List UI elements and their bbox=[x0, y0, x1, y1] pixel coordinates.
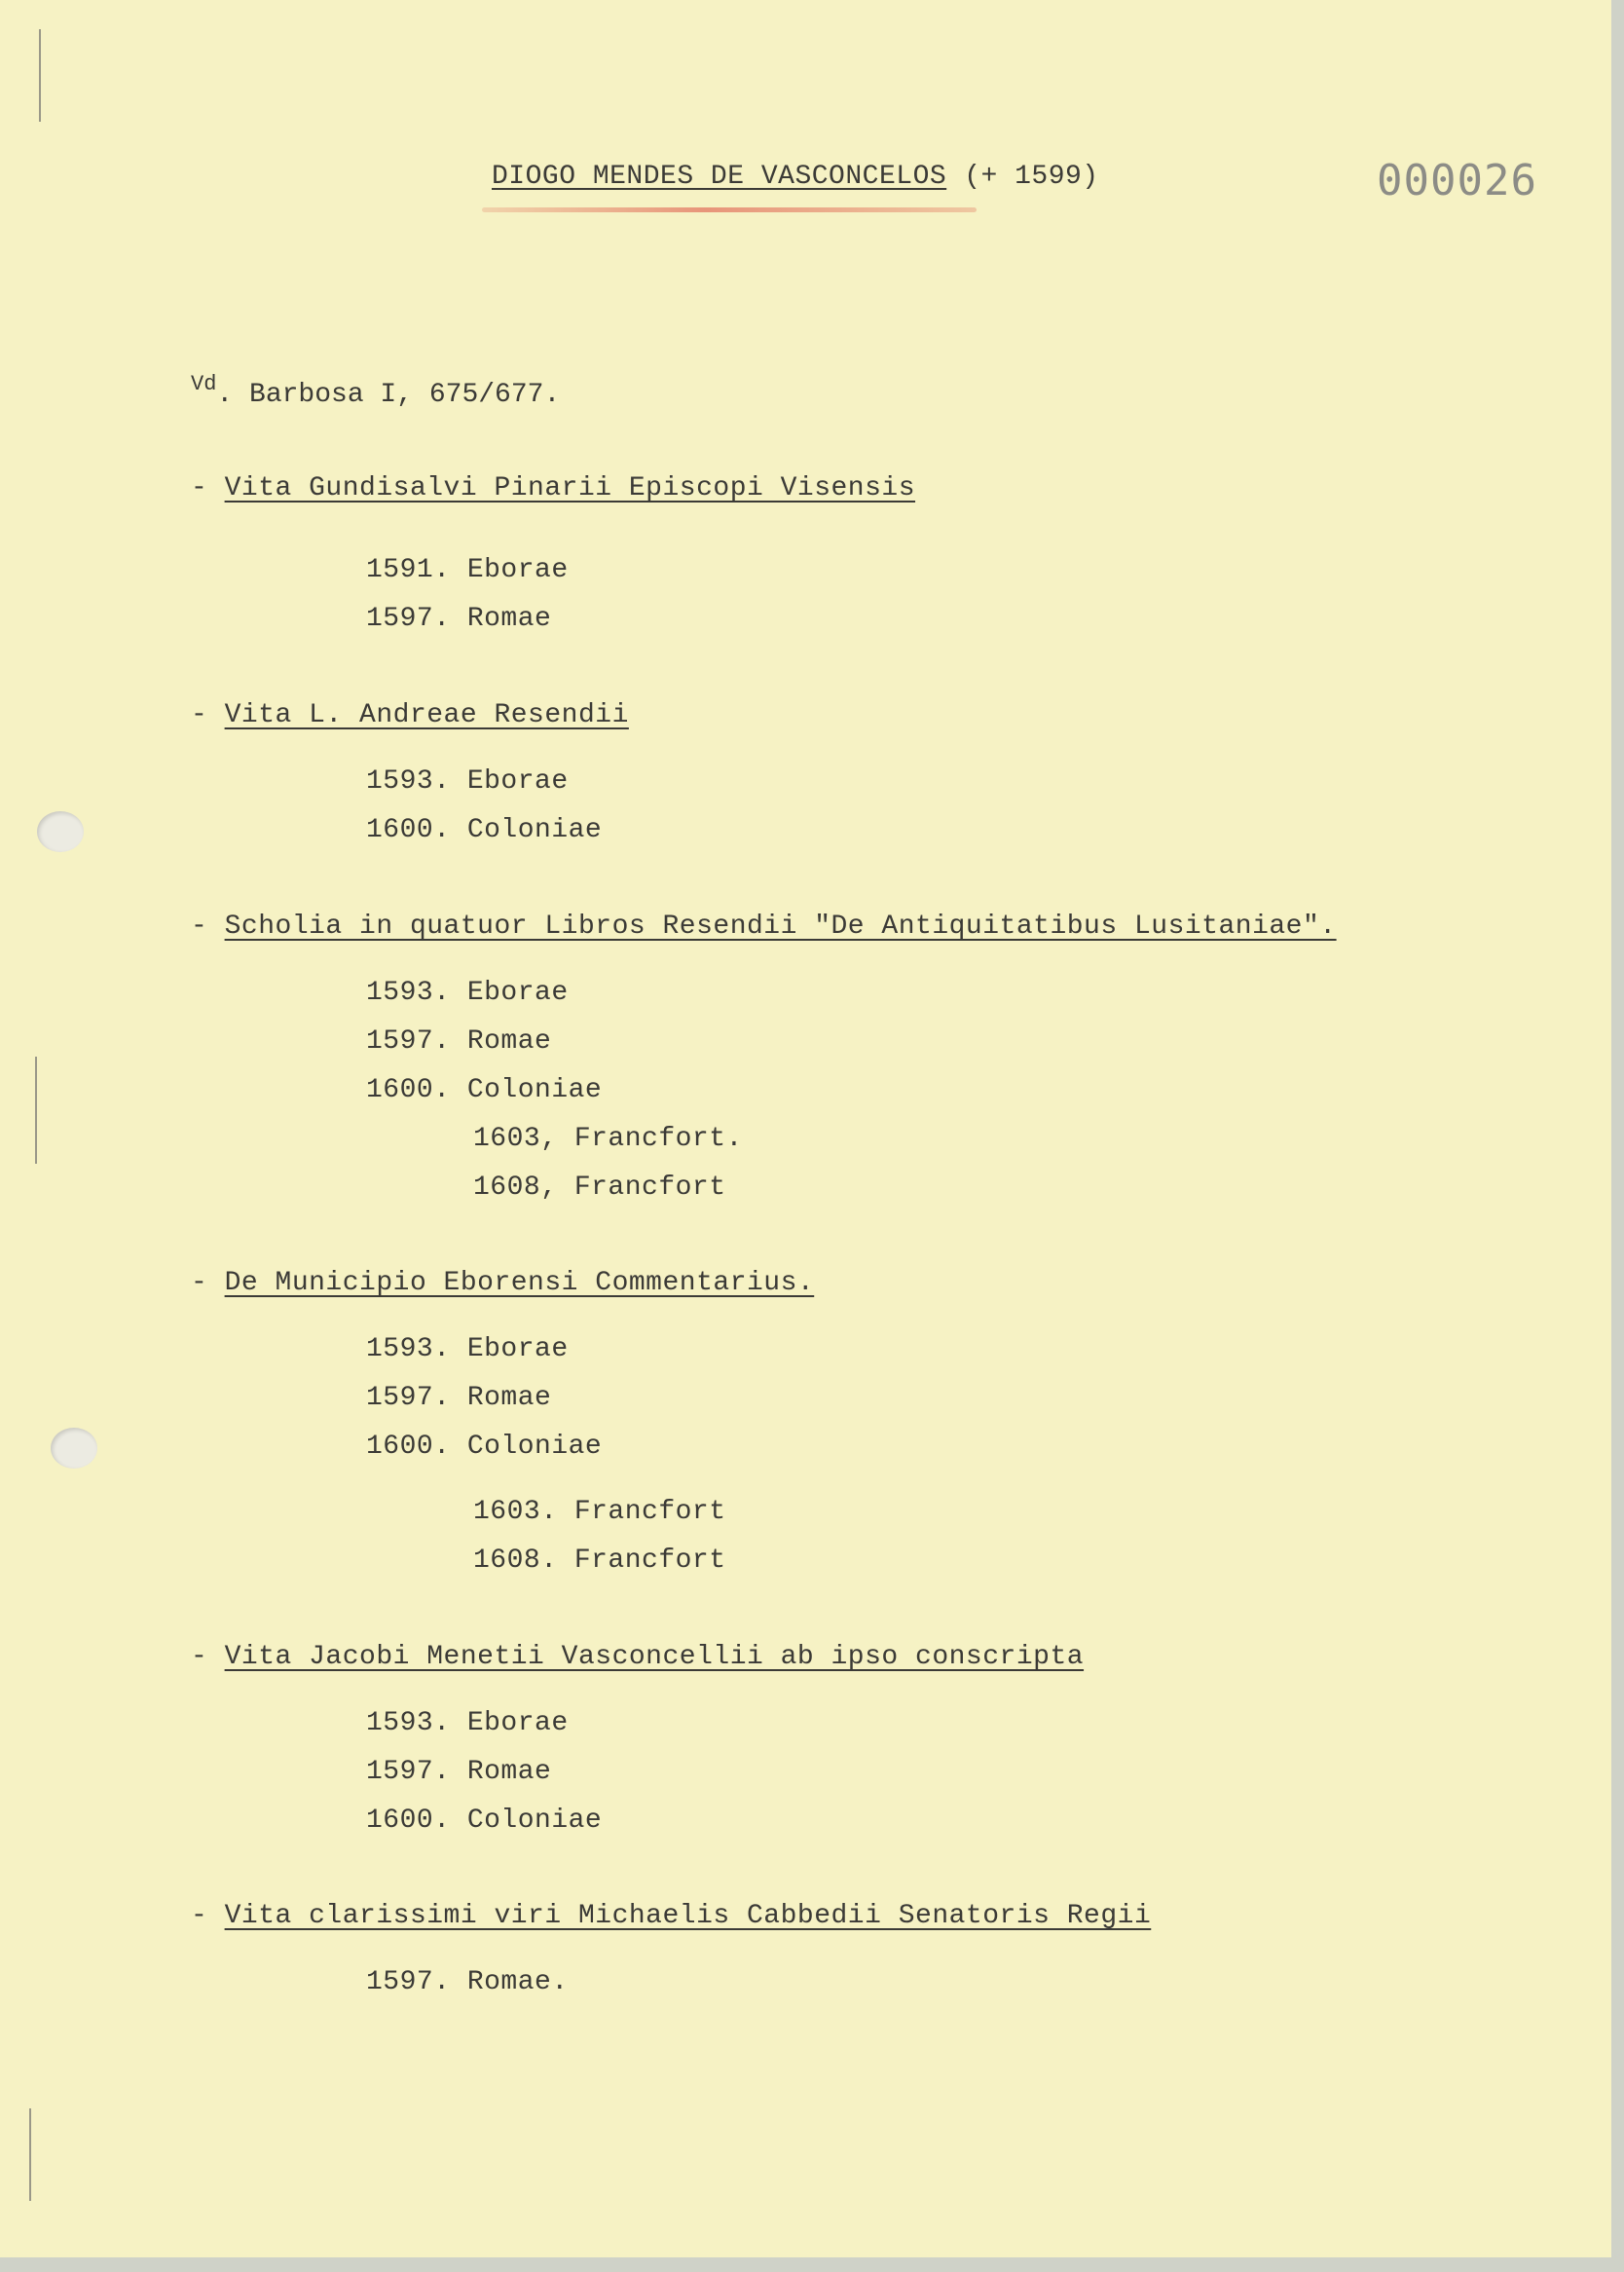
red-underline-mark bbox=[482, 207, 977, 212]
edition-line: 1593. Eborae bbox=[366, 978, 569, 1008]
edition-line: 1597. Romae bbox=[366, 1757, 552, 1787]
author-name: DIOGO MENDES DE VASCONCELOS bbox=[492, 162, 947, 192]
work-title: - Vita L. Andreae Resendii bbox=[191, 700, 629, 730]
edition-line: 1600. Coloniae bbox=[366, 815, 603, 845]
reference-prefix: Vd bbox=[191, 372, 217, 396]
edition-line: 1597. Romae. bbox=[366, 1967, 569, 1997]
edition-line: 1608. Francfort bbox=[473, 1546, 726, 1576]
edition-line: 1603. Francfort bbox=[473, 1497, 726, 1527]
edition-line: 1597. Romae bbox=[366, 1383, 552, 1413]
edition-line: 1600. Coloniae bbox=[366, 1806, 603, 1836]
work-title: - Scholia in quatuor Libros Resendii "De Antiquitatibus Lusitaniae". bbox=[191, 912, 1337, 942]
edition-line: 1593. Eborae bbox=[366, 1334, 569, 1364]
margin-mark bbox=[35, 1057, 37, 1164]
punch-hole bbox=[51, 1428, 97, 1469]
reference-text: . Barbosa I, 675/677. bbox=[216, 380, 561, 410]
edition-line: 1603, Francfort. bbox=[473, 1124, 743, 1154]
margin-mark bbox=[29, 2108, 31, 2201]
punch-hole bbox=[37, 811, 84, 852]
page-title bbox=[492, 162, 1099, 192]
edition-line: 1593. Eborae bbox=[366, 1708, 569, 1738]
edition-line: 1597. Romae bbox=[366, 604, 552, 634]
edition-line: 1600. Coloniae bbox=[366, 1075, 603, 1105]
edition-line: 1600. Coloniae bbox=[366, 1432, 603, 1462]
work-title: - Vita clarissimi viri Michaelis Cabbedii Senatoris Regii bbox=[191, 1901, 1152, 1931]
edition-line: 1591. Eborae bbox=[366, 555, 569, 585]
page-number-stamp: 000026 bbox=[1377, 156, 1537, 205]
author-dates: (+ 1599) bbox=[964, 162, 1099, 192]
edition-line: 1608, Francfort bbox=[473, 1173, 726, 1203]
work-title: - De Municipio Eborensi Commentarius. bbox=[191, 1268, 815, 1298]
work-title: - Vita Jacobi Menetii Vasconcellii ab ipso conscripta bbox=[191, 1642, 1085, 1672]
margin-mark bbox=[39, 29, 41, 122]
reference-line bbox=[191, 372, 560, 410]
edition-line: 1597. Romae bbox=[366, 1026, 552, 1057]
work-title: - Vita Gundisalvi Pinarii Episcopi Visensis bbox=[191, 473, 916, 503]
edition-line: 1593. Eborae bbox=[366, 766, 569, 797]
